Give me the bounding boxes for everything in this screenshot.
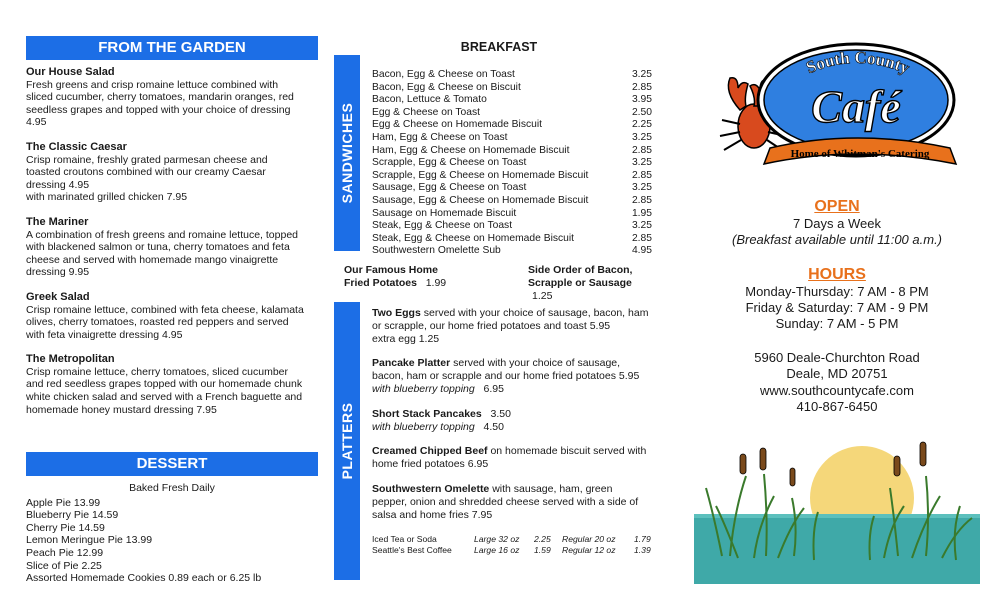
platters-tab xyxy=(334,302,360,580)
logo-ribbon-text: Home of Whitman's Catering xyxy=(790,148,930,160)
sandwich-price: 2.85 xyxy=(631,195,652,206)
sandwich-name: Bacon, Egg & Cheese on Toast xyxy=(372,69,515,80)
drink-row xyxy=(372,545,664,556)
drink-name: Seattle's Best Coffee xyxy=(372,545,452,555)
dessert-item: Cherry Pie 14.59 xyxy=(26,521,105,534)
sandwich-name: Sausage, Egg & Cheese on Toast xyxy=(372,182,527,194)
sandwich-price: 4.95 xyxy=(631,245,652,257)
garden-heading: FROM THE GARDEN xyxy=(26,36,318,60)
drink-large-size: Large 32 oz xyxy=(474,534,520,544)
garden-item-line: A combination of fresh greens and romaine lettuce, topped xyxy=(26,228,299,241)
garden-item-line: white chicken salad and served with a French baguette and xyxy=(26,391,303,404)
garden-item-line: with feta vinaigrette dressing 4.95 xyxy=(26,328,183,341)
sandwich-name: Steak, Egg & Cheese on Homemade Biscuit xyxy=(372,232,575,244)
sandwich-name: Steak, Egg & Cheese on Toast xyxy=(372,220,513,232)
garden-item xyxy=(26,141,318,204)
garden-item-line: toasted croutons combined with our creamy Caesar xyxy=(26,166,266,179)
sandwich-name: Sausage, Egg & Cheese on Homemade Biscuit xyxy=(372,195,589,206)
garden-item-line: Crisp romaine, freshly grated parmesan cheese and xyxy=(26,153,268,166)
drink-regular-price: 1.79 xyxy=(634,534,651,544)
sandwich-row xyxy=(372,170,652,183)
garden-item-line: seedless grapes and topped with your choice of dressing xyxy=(26,103,291,116)
right-column xyxy=(694,0,980,612)
sandwich-price: 2.50 xyxy=(631,106,652,118)
sandwich-row xyxy=(372,145,652,158)
logo-top-text: South County xyxy=(803,47,913,78)
garden-item-name: The Mariner xyxy=(26,215,89,228)
garden-item-line: dressing 4.95 xyxy=(26,178,90,191)
sandwich-price: 3.25 xyxy=(631,69,652,80)
hours-heading: HOURS xyxy=(808,266,866,283)
address-line: www.southcountycafe.com xyxy=(760,382,914,398)
platters-tab-label: PLATTERS xyxy=(339,402,355,480)
sandwich-name: Ham, Egg & Cheese on Toast xyxy=(372,132,508,143)
sandwich-row xyxy=(372,220,652,233)
sandwich-name: Scrapple, Egg & Cheese on Toast xyxy=(372,157,527,169)
dessert-item: Lemon Meringue Pie 13.99 xyxy=(26,534,153,547)
drink-large-size: Large 16 oz xyxy=(474,545,520,555)
open-heading: OPEN xyxy=(814,198,860,215)
dessert-items xyxy=(26,497,318,585)
sandwich-row xyxy=(372,69,652,82)
dessert-item: Blueberry Pie 14.59 xyxy=(26,509,119,522)
sandwich-price: 3.25 xyxy=(631,220,652,232)
sandwich-price: 1.95 xyxy=(631,207,652,219)
potatoes-item: Our Famous Home Fried Potatoes 1.99 xyxy=(344,264,447,289)
hours-line: Sunday: 7 AM - 5 PM xyxy=(775,316,899,332)
dessert-heading: DESSERT xyxy=(26,452,318,476)
sandwich-row xyxy=(372,182,652,195)
address-line: 410-867-6450 xyxy=(796,399,878,415)
garden-item-line: sliced cucumber, cherry tomatoes, mandarin oranges, red xyxy=(26,91,294,104)
hours-line: Monday-Thursday: 7 AM - 8 PM xyxy=(745,284,929,299)
garden-item-line: Fresh greens and crisp romaine lettuce combined with xyxy=(26,78,279,91)
sandwich-row xyxy=(372,233,652,246)
sandwich-price: 2.85 xyxy=(631,144,652,156)
sandwich-name: Egg & Cheese on Toast xyxy=(372,106,481,118)
sandwich-row xyxy=(372,157,652,170)
side-order-item: Side Order of Bacon, Scrapple or Sausage 1.25 xyxy=(528,264,633,302)
cafe-logo xyxy=(716,40,964,180)
garden-item-line: cheese and served with homemade mango vinaigrette xyxy=(26,253,279,266)
sandwich-row xyxy=(372,119,652,132)
garden-item-line: and red seedless grapes topped with our homemade chunk xyxy=(26,378,303,391)
left-column xyxy=(26,0,318,585)
garden-item-line: homemade honey mustard dressing 7.95 xyxy=(26,403,217,416)
sandwich-name: Ham, Egg & Cheese on Homemade Biscuit xyxy=(372,144,570,156)
garden-item-name: The Metropolitan xyxy=(26,353,115,366)
drink-regular-price: 1.39 xyxy=(634,545,651,555)
sandwich-name: Bacon, Egg & Cheese on Biscuit xyxy=(372,81,521,93)
sandwich-row xyxy=(372,245,652,258)
garden-item-line: with blackened salmon or tuna, cherry tomatoes and feta xyxy=(26,241,290,254)
sandwich-price: 2.85 xyxy=(631,81,652,93)
platter-two-eggs: Two Eggs served with your choice of sausage, bacon, ham or scrapple, our home fried potatoes and toast 5.95 extra egg 1.25 xyxy=(372,307,649,345)
sandwich-price: 3.25 xyxy=(631,132,652,143)
garden-item-name: The Classic Caesar xyxy=(26,140,127,153)
garden-items xyxy=(26,66,318,416)
sandwich-row xyxy=(372,208,652,221)
platter-chipped-beef: Creamed Chipped Beef on homemade biscuit served with home fried potatoes 6.95 xyxy=(372,445,647,471)
platter-short-stack: Short Stack Pancakes 3.50 with blueberry topping 4.50 xyxy=(372,407,511,433)
dessert-subtitle: Baked Fresh Daily xyxy=(129,482,215,494)
sandwiches-tab xyxy=(334,55,360,251)
sandwiches-tab-label: SANDWICHES xyxy=(339,102,355,204)
address-line: Deale, MD 20751 xyxy=(786,366,888,382)
sandwich-price: 2.85 xyxy=(631,232,652,244)
sandwich-name: Bacon, Lettuce & Tomato xyxy=(372,94,487,106)
address-section xyxy=(694,350,980,416)
drink-regular-size: Regular 12 oz xyxy=(562,545,616,555)
garden-item-line: Crisp romaine lettuce, combined with feta cheese, kalamata xyxy=(26,303,304,316)
platter-pancake: Pancake Platter served with your choice of sausage, bacon, ham or scrapple and our home fried potatoes 5.95 with blueberry topping 6.95 xyxy=(372,357,640,395)
drink-large-price: 2.25 xyxy=(534,534,551,544)
garden-item-name: Greek Salad xyxy=(26,290,90,303)
sandwich-name: Scrapple, Egg & Cheese on Homemade Biscuit xyxy=(372,169,589,181)
hours-line: Friday & Saturday: 7 AM - 9 PM xyxy=(745,300,929,316)
garden-item-name: Our House Salad xyxy=(26,66,115,78)
sandwich-name: Sausage on Homemade Biscuit xyxy=(372,207,517,219)
sandwich-row xyxy=(372,107,652,120)
garden-item xyxy=(26,353,318,416)
garden-item-line: Crisp romaine lettuce, cherry tomatoes, sliced cucumber xyxy=(26,365,289,378)
garden-item-line: dressing 9.95 xyxy=(26,266,90,279)
sandwich-price: 3.25 xyxy=(631,182,652,194)
sandwich-row xyxy=(372,132,652,145)
open-section xyxy=(694,198,980,248)
drink-large-price: 1.59 xyxy=(534,545,551,555)
hours-section xyxy=(694,266,980,333)
drink-row xyxy=(372,534,664,545)
garden-item xyxy=(26,291,318,341)
dessert-item: Assorted Homemade Cookies 0.89 each or 6.25 lb xyxy=(26,572,262,585)
platter-list xyxy=(372,307,664,521)
middle-column xyxy=(334,0,664,612)
open-line1: 7 Days a Week xyxy=(793,216,881,231)
marsh-scene xyxy=(694,426,980,584)
sandwich-row xyxy=(372,82,652,95)
platter-omelette: Southwestern Omelette with sausage, ham, green pepper, onion and shredded cheese served with a side of salsa and home fries 7.95 xyxy=(372,482,639,521)
drink-regular-size: Regular 20 oz xyxy=(562,534,616,544)
breakfast-heading: BREAKFAST xyxy=(460,40,538,54)
dessert-item: Peach Pie 12.99 xyxy=(26,546,104,559)
open-line2: (Breakfast available until 11:00 a.m.) xyxy=(731,232,943,247)
sandwich-name: Southwestern Omelette Sub xyxy=(372,245,501,257)
sandwich-price: 3.95 xyxy=(631,94,652,106)
logo-main-text: Café xyxy=(811,81,901,132)
garden-item-line: 4.95 xyxy=(26,116,47,129)
garden-item-line: with marinated grilled chicken 7.95 xyxy=(26,191,188,204)
sandwich-row xyxy=(372,195,652,208)
sandwich-row xyxy=(372,94,652,107)
garden-item-line: olives, cherry tomatoes, roasted red peppers and served xyxy=(26,316,289,329)
sandwich-price: 3.25 xyxy=(631,157,652,169)
sandwich-price: 2.85 xyxy=(631,169,652,181)
hours-list xyxy=(694,284,980,333)
garden-item xyxy=(26,66,318,129)
dessert-item: Apple Pie 13.99 xyxy=(26,496,101,509)
address-line: 5960 Deale-Churchton Road xyxy=(754,350,920,365)
sandwich-price: 2.25 xyxy=(631,119,652,131)
sandwich-name: Egg & Cheese on Homemade Biscuit xyxy=(372,119,542,131)
drink-name: Iced Tea or Soda xyxy=(372,534,437,544)
drinks-list xyxy=(372,534,664,556)
garden-item xyxy=(26,216,318,279)
dessert-item: Slice of Pie 2.25 xyxy=(26,559,102,572)
